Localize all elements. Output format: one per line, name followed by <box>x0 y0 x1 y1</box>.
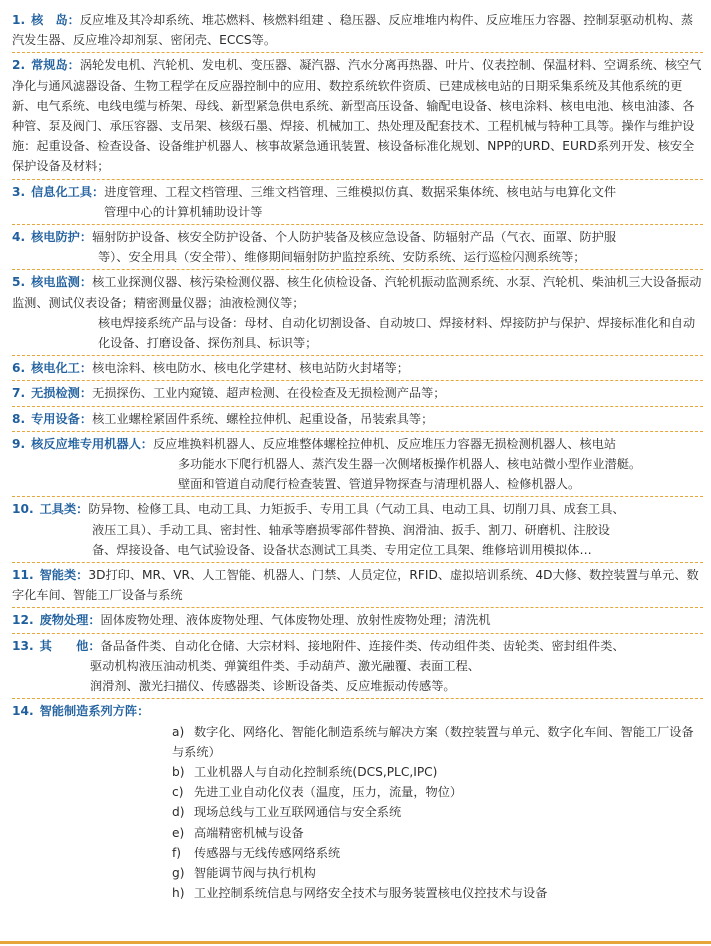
category-title: 核电监测： <box>31 275 93 290</box>
category-text-line-1: 进度管理、工程文档管理、三维文档管理、三维模拟仿真、数据采集体统、核电站与电算化文件 <box>104 184 617 199</box>
category-text-line-2: 液压工具）、手动工具、密封性、轴承等磨损零部件替换、润滑油、扳手、割刀、研磨机、注胶设 <box>92 522 610 537</box>
category-number: 10. <box>12 502 34 517</box>
category-text-line-2: 驱动机构液压油动机类、弹簧组件类、手动葫芦、激光融覆、表面工程、 <box>90 658 480 673</box>
category-number: 7. <box>12 386 26 401</box>
sub-item <box>172 762 703 782</box>
category-text-line-2: 多功能水下爬行机器人、蒸汽发生器一次侧堵板操作机器人、核电站微小型作业潜艇。 <box>178 457 642 472</box>
category-1-nuclear-island <box>12 8 703 53</box>
sub-item <box>172 843 703 863</box>
category-title: 废物处理： <box>39 613 101 628</box>
category-number: 12. <box>12 613 34 628</box>
category-text-line-1: 反应堆换料机器人、反应堆整体螺栓拉伸机、反应堆压力容器无损检测机器人、核电站 <box>153 436 617 451</box>
category-12-waste <box>12 608 703 633</box>
sub-item-label: h) <box>172 886 185 901</box>
sub-item-label: a) <box>172 724 185 739</box>
category-text-line-1: 备品备件类、自动化仓储、大宗材料、接地附件、连接件类、传动组件类、齿轮类、密封组件类、 <box>100 638 625 653</box>
category-text: 核工业螺栓紧固件系统、螺栓拉伸机、起重设备，吊装索具等； <box>92 411 434 426</box>
category-title: 无损检测： <box>31 386 93 401</box>
category-4-radiation-protection <box>12 225 703 270</box>
category-number: 14. <box>12 704 34 719</box>
sub-item-text: 高端精密机械与设备 <box>194 825 304 840</box>
sub-item <box>172 863 703 883</box>
category-text: 涡轮发电机、汽轮机、发电机、变压器、凝汽器、汽水分离再热器、叶片、仪表控制、保温材料、空调系统、核空气净化与通风滤器设备、生物工程学在反应器控制中的应用、数控系统软件资质、已建成核电站的日期采集系统及其他系统的更新、电气系统、电线电缆与桥架、母线、新型紧急供电系统、新型高压设备、输配电设备、核电涂料、核电电池、核电油漆、各种管、泵及阀门、承压容器、支吊架、核级石墨、焊接、机械加工、热处理及配套技术、工程机械与特种工具等。操作与维护设施：起重设备、检查设备、设备维护机器人、核事故紧急通讯装置、核设备标准化规划、NPP的URD、EURD系列开发、核安全保护设备及材料； <box>12 58 702 174</box>
sub-item-text: 工业机器人与自动化控制系统(DCS,PLC,IPC) <box>194 764 438 779</box>
category-11-intelligent <box>12 563 703 608</box>
category-number: 3. <box>12 184 26 199</box>
category-6-chemical <box>12 356 703 381</box>
category-title: 核电化工： <box>31 361 93 376</box>
category-text-line-3: 润滑剂、激光扫描仪、传感器类、诊断设备类、反应堆振动传感等。 <box>90 679 456 694</box>
category-text-line-2: 等）、安全用具（安全带）、维修期间辐射防护监控系统、安防系统、运行巡检闪测系统等； <box>98 250 586 265</box>
sub-item-label: f) <box>172 845 182 860</box>
sub-item-label: e) <box>172 825 185 840</box>
category-14-smart-manufacturing <box>12 699 703 905</box>
category-text-line-3: 壁面和管道自动爬行检查装置、管道异物探查与清理机器人、检修机器人。 <box>178 477 581 492</box>
category-title: 信息化工具： <box>31 184 105 199</box>
category-number: 6. <box>12 361 26 376</box>
category-title: 工具类： <box>39 502 89 517</box>
category-text: 核电涂料、核电防水、核电化学建材、核电站防火封堵等； <box>92 361 409 376</box>
sub-item-text: 工业控制系统信息与网络安全技术与服务装置核电仪控技术与设备 <box>194 886 548 901</box>
category-7-ndt <box>12 381 703 406</box>
sub-item-label: g) <box>172 865 185 880</box>
category-title: 智能类： <box>39 568 89 583</box>
category-title: 专用设备： <box>31 411 93 426</box>
sub-item-text: 数字化、网络化、智能化制造系统与解决方案（数控装置与单元、数字化车间、智能工厂设备与系统） <box>172 724 694 759</box>
sub-item-label: d) <box>172 805 185 820</box>
category-title: 常规岛： <box>31 58 80 73</box>
category-text: 3D打印、MR、VR、人工智能、机器人、门禁、人员定位，RFID、虚拟培训系统、4D大修、数控装置与单元、数字化车间、智能工厂设备与系统 <box>12 568 699 603</box>
sub-item-label: c) <box>172 785 184 800</box>
category-number: 9. <box>12 436 26 451</box>
sub-item <box>172 883 703 903</box>
bottom-divider <box>0 941 711 944</box>
category-title: 核电防护： <box>31 230 93 245</box>
category-2-conventional-island <box>12 53 703 179</box>
category-text: 核工业探测仪器、核污染检测仪器、核生化侦检设备、汽轮机振动监测系统、水泵、汽轮机、柴油机三大设备振动监测、测试仪表设备；精密测量仪器；油液检测仪等； <box>12 275 702 310</box>
category-13-other <box>12 634 703 700</box>
category-number: 5. <box>12 275 26 290</box>
category-number: 13. <box>12 638 34 653</box>
sub-item-text: 智能调节阀与执行机构 <box>194 865 316 880</box>
category-8-special-equipment <box>12 407 703 432</box>
category-text: 固体废物处理、液体废物处理、气体废物处理、放射性废物处理；清洗机 <box>100 613 491 628</box>
category-text-line-1: 辐射防护设备、核安全防护设备、个人防护装备及核应急设备、防辐射产品（气衣、面罩、防护服 <box>92 230 617 245</box>
category-title: 核反应堆专用机器人： <box>31 436 153 451</box>
category-number: 11. <box>12 568 34 583</box>
category-3-it-tools <box>12 180 703 225</box>
category-number: 2. <box>12 58 26 73</box>
category-text-line-2: 管理中心的计算机辅助设计等 <box>104 204 263 219</box>
category-number: 8. <box>12 411 26 426</box>
sub-item <box>172 802 703 822</box>
category-text: 无损探伤、工业内窥镜、超声检测、在役检查及无损检测产品等； <box>92 386 446 401</box>
category-number: 1. <box>12 13 26 27</box>
category-title: 智能制造系列方阵： <box>39 704 150 719</box>
sub-item-text: 传感器与无线传感网络系统 <box>194 845 341 860</box>
category-subparagraph: 核电焊接系统产品与设备：母材、自动化切割设备、自动坡口、焊接材料、焊接防护与保护、焊接标准化和自动化设备、打磨设备、探伤剂具、标识等； <box>98 315 696 351</box>
category-9-reactor-robots <box>12 432 703 498</box>
sub-item <box>172 782 703 802</box>
category-text-line-3: 备、焊接设备、电气试验设备、设备状态测试工具类、专用定位工具架、维修培训用模拟体… <box>92 542 592 557</box>
sub-item <box>172 722 703 762</box>
sub-item-list <box>12 722 703 904</box>
category-text: 反应堆及其冷却系统、堆芯燃料、核燃料组建 、稳压器、反应堆堆内构件、反应堆压力容器、控制泵驱动机构、蒸汽发生器、反应堆冷却剂泵、密闭壳、ECCS等。 <box>12 13 694 48</box>
category-5-monitoring <box>12 270 703 356</box>
category-title: 核 岛： <box>31 13 80 27</box>
category-10-tools <box>12 497 703 563</box>
category-number: 4. <box>12 230 26 245</box>
category-title: 其 他： <box>39 638 101 653</box>
category-text-line-1: 防异物、检修工具、电动工具、力矩扳手、专用工具（气动工具、电动工具、切削刀具、成套工具、 <box>88 502 625 517</box>
sub-item <box>172 823 703 843</box>
sub-item-text: 现场总线与工业互联网通信与安全系统 <box>194 805 402 820</box>
sub-item-label: b) <box>172 764 185 779</box>
sub-item-text: 先进工业自动化仪表（温度，压力，流量，物位） <box>194 785 463 800</box>
